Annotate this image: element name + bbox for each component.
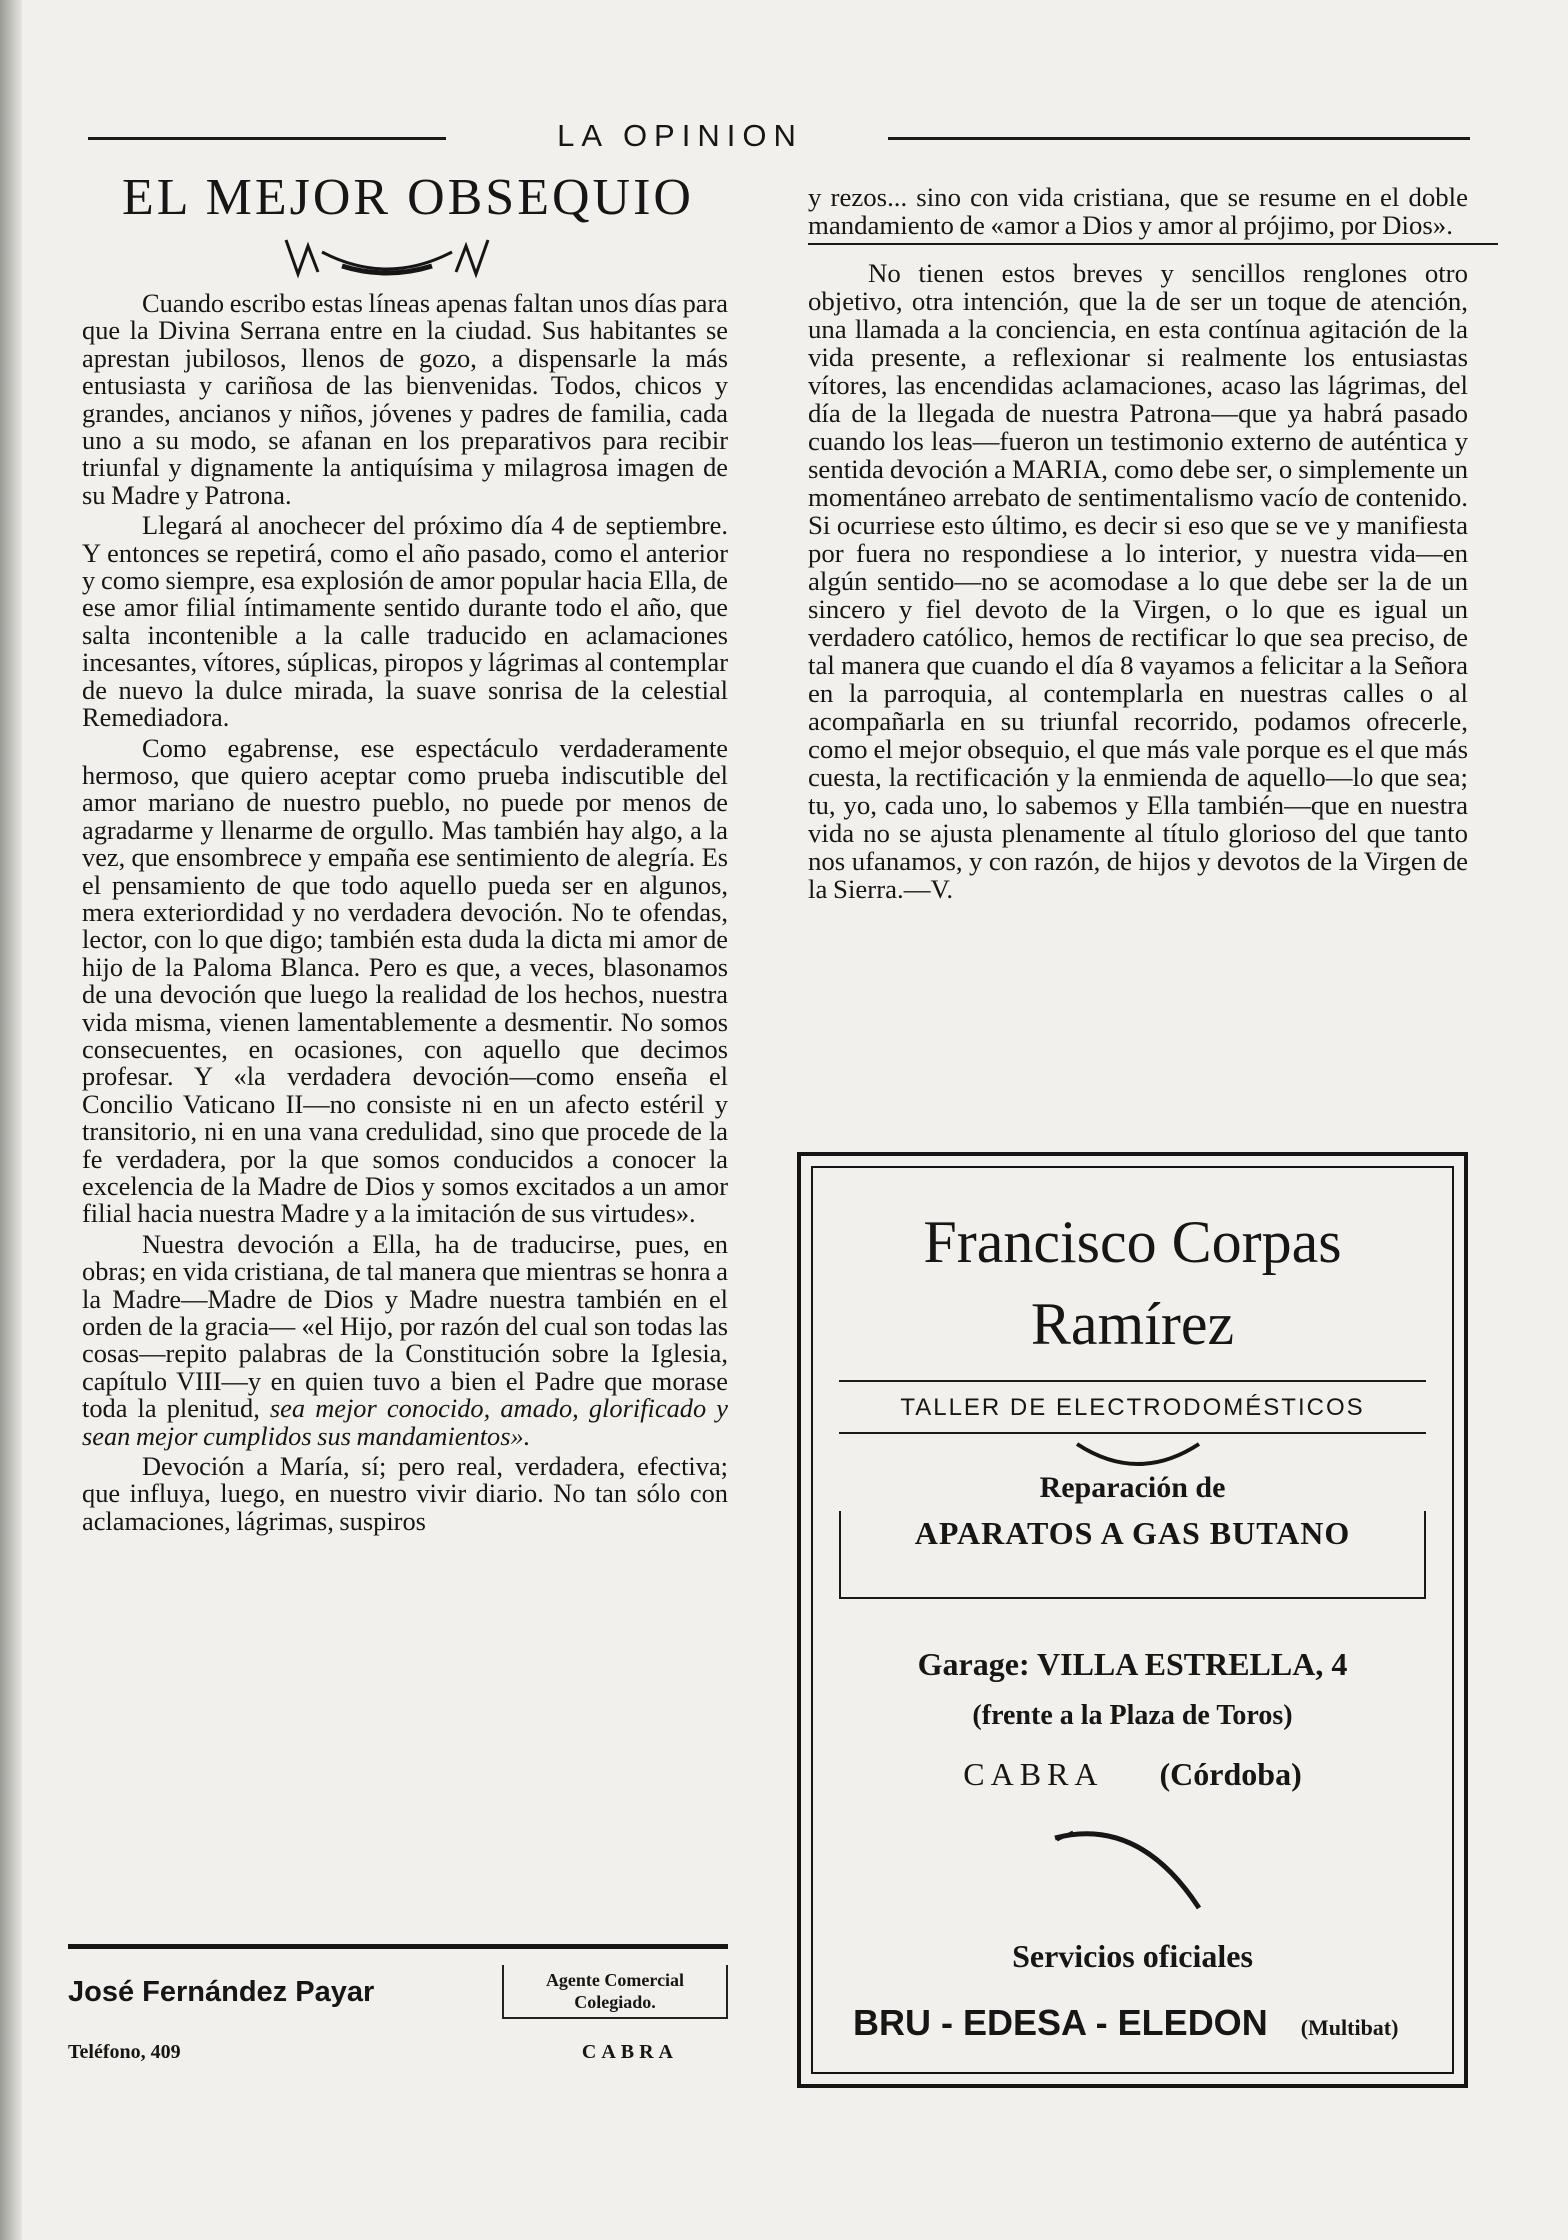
italic-quote: sea mejor conocido, amado, glorificado y sean mejor cumplidos sus mandamientos». — [82, 1393, 728, 1451]
paragraph-with-quote — [82, 1228, 728, 1451]
paragraph: Como egabrense, ese espectáculo verdaderamente hermoso, que quiero aceptar como prueba indiscutible del amor mariano de nuestro pueblo, no puede por menos de agradarme y llenarme de orgullo. Mas también hay algo, a la vez, que ensombrece y empaña ese sentimiento de alegría. Es el pensamiento de que todo aquello pueda ser en algunos, mera exteriordidad y no verdadera devoción. No te ofendas, lector, con lo que digo; también esta duda la dicta mi amor de hijo de la Paloma Blanca. Pero es que, a veces, blasonamos de una devoción que luego la realidad de los hechos, nuestra vida misma, vienen lamentablemente a desmentir. No somos consecuentes, en ocasiones, con aquello que decimos profesar. Y «la verdadera devoción—como enseña el Concilio Vaticano II—no consiste ni en un afecto estéril y transitorio, ni en una vana credulidad, sino que procede de la fe verdadera, por la que somos conducidos a conocer la excelencia de la Madre de Dios y somos excitados a un amor filial hacia nuestra Madre y a la imitación de sus virtudes». — [82, 732, 728, 1229]
garage-location: (frente a la Plaza de Toros) — [972, 1700, 1293, 1731]
paragraph: Cuando escribo estas líneas apenas faltan unos días para que la Divina Serrana entre en la ciudad. Sus habitantes se aprestan jubilosos, llenos de gozo, a dispensarle la más entusiasta y cariñosa de las bienvenidas. Todos, chicos y grandes, ancianos y niños, jóvenes y padres de familia, cada uno a su modo, se afanan en los preparativos para recibir triunfal y dignamente la antiquísima y milagrosa imagen de su Madre y Patrona. — [82, 288, 728, 510]
advertisement-inner-frame — [811, 1166, 1454, 2074]
brands: BRU - EDESA - ELEDON — [853, 2002, 1268, 2043]
column-rule — [808, 243, 1498, 245]
decorative-swoosh — [1049, 1818, 1229, 1918]
business-name-line1: Francisco Corpas — [923, 1209, 1342, 1275]
article-title: EL MEJOR OBSEQUIO — [122, 169, 694, 226]
page-binding-shadow — [0, 0, 22, 2240]
ad-rule — [839, 1432, 1426, 1434]
advertiser-name: José Fernández Payar — [68, 1975, 375, 2008]
multibat-label: (Multibat) — [1300, 2015, 1399, 2040]
services-heading: Servicios oficiales — [1012, 1938, 1253, 1974]
masthead: LA OPINION — [557, 118, 803, 153]
repair-line1: Reparación de — [1039, 1471, 1226, 1504]
ad-city: CABRA — [963, 1756, 1104, 1792]
header-rule-left — [88, 137, 446, 140]
title-flourish — [282, 234, 492, 284]
paragraph: y rezos... sino con vida cristiana, que se resume en el doble mandamiento de «amor a Dios y amor al prójimo, por Dios». — [808, 182, 1468, 240]
paragraph: Devoción a María, sí; pero real, verdadera, efectiva; que influya, luego, en nuestro vivir diario. No tan sólo con aclamaciones, lágrimas, suspiros — [82, 1451, 728, 1536]
footer-rule — [68, 1944, 728, 1949]
phone: Teléfono, 409 — [68, 2041, 181, 2063]
repair-box — [839, 1471, 1426, 1599]
ad-city-line — [813, 1756, 1452, 1793]
business-name-line2: Ramírez — [1030, 1291, 1235, 1357]
ad-rule — [839, 1380, 1426, 1382]
paragraph-text: Nuestra devoción a Ella, ha de traducirse, pues, en obras; en vida cristiana, de tal manera que mientras se honra a la Madre—Madre de Dios y Madre nuestra también en el orden de la gracia— «el Hijo, por razón del cual son todas las cosas—repito palabras de la Constitución sobre la Iglesia, capítulo VIII—y en quien tuvo a bien el Padre que morase toda la plenitud, — [82, 1228, 728, 1424]
agent-box: Agente Comercial Colegiado. — [502, 1965, 728, 2019]
garage-address: Garage: VILLA ESTRELLA, 4 — [917, 1646, 1348, 1682]
article-right-column — [808, 183, 1468, 903]
article-left-column — [82, 169, 728, 1536]
repair-line2: APARATOS A GAS BUTANO — [914, 1515, 1351, 1551]
footer-city: CABRA — [581, 2041, 678, 2063]
footer-advertisement — [68, 1944, 728, 2064]
header-rule-right — [888, 137, 1470, 140]
paragraph: No tienen estos breves y sencillos renglones otro objetivo, otra intención, que la de ser un toque de atención, una llamada a la conciencia, en esta contínua agitación de la vida presente, a reflexionar si realmente los entusiastas vítores, las encendidas aclamaciones, acaso las lágrimas, del día de la llegada de nuestra Patrona—que ya habrá pasado cuando los leas—fueron un testimonio externo de auténtica y sentida devoción a MARIA, como debe ser, o simplemente un momentáneo arrebato de sentimentalismo vacío de contenido. Si ocurriese esto último, es decir si eso que se ve y manifiesta por fuera no respondiese a lo interior, y nuestra vida—en algún sentido—no se acomodase a lo que debe ser la de un sincero y fiel devoto de la Virgen, o lo que es igual un verdadero católico, hemos de rectificar lo que sea preciso, de tal manera que cuando el día 8 vayamos a felicitar a la Señora en la parroquia, al contemplarla en nuestras calles o al acompañarla en su triunfal recorrido, podamos ofrecerle, como el mejor obsequio, el que más vale porque es el que más cuesta, la rectificación y la enmienda de aquello—lo que sea; tu, yo, cada uno, lo sabemos y Ella también—que en nuestra vida no se ajusta plenamente al título glorioso del que tanto nos ufanamos, y con razón, de hijos y devotos de la Virgen de la Sierra.—V. — [808, 258, 1468, 904]
business-subtitle: TALLER DE ELECTRODOMÉSTICOS — [900, 1394, 1365, 1421]
advertisement-box — [797, 1152, 1468, 2088]
paragraph: Llegará al anochecer del próximo día 4 de septiembre. Y entonces se repetirá, como el año pasado, como el anterior y como siempre, esa explosión de amor popular hacia Ella, de ese amor filial íntimamente sentido durante todo el año, que salta incontenible a la calle traducido en aclamaciones incesantes, vítores, súplicas, piropos y lágrimas al contemplar de nuevo la dulce mirada, la suave sonrisa de la celestial Remediadora. — [82, 510, 728, 733]
ad-province: (Córdoba) — [1159, 1756, 1302, 1792]
brands-line — [853, 2002, 1452, 2044]
